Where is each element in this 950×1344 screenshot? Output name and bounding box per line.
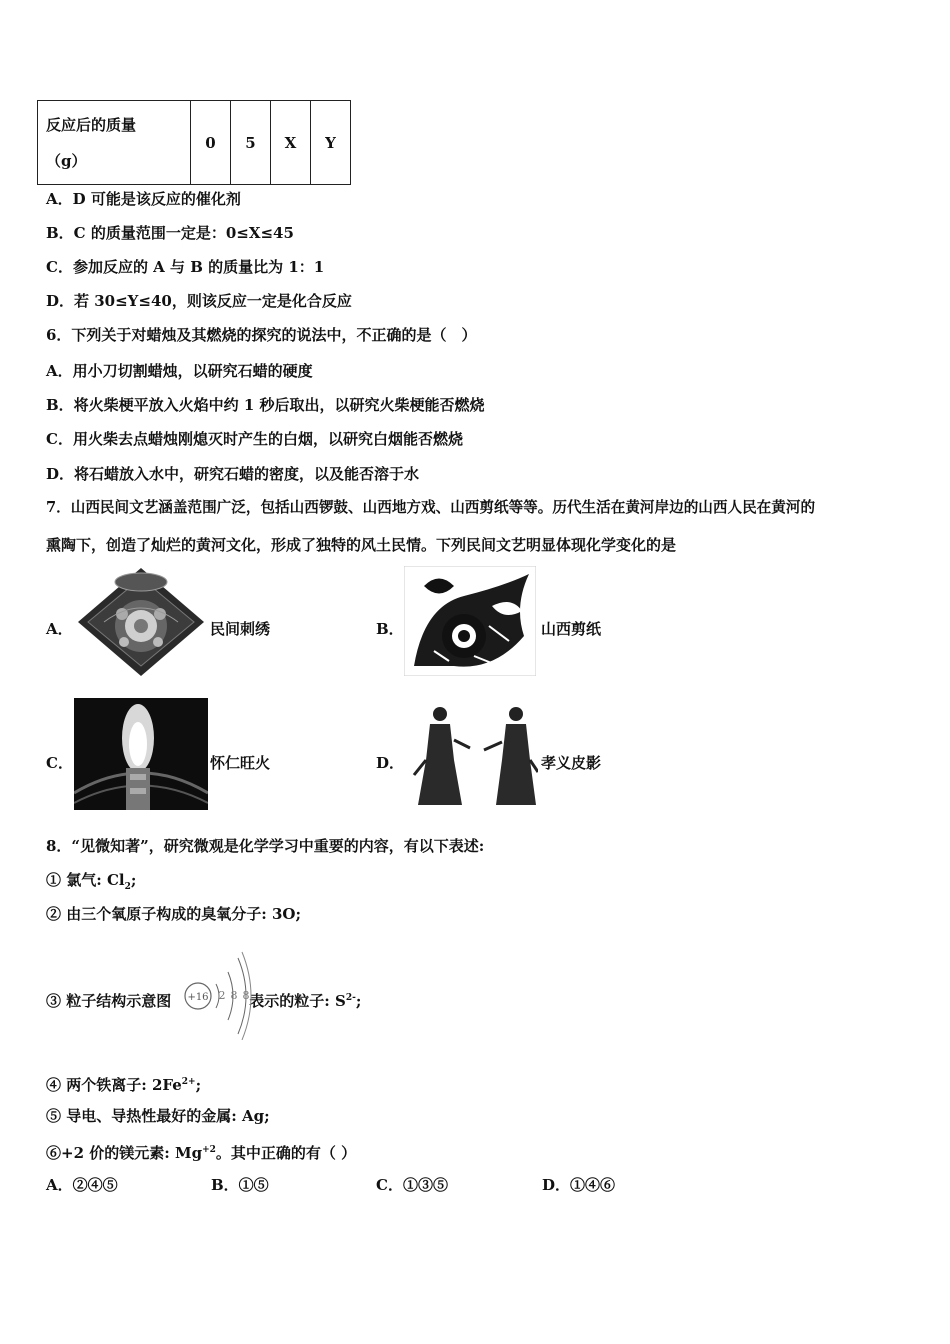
q8-s4-sup: 2+	[181, 1077, 196, 1087]
diagram-shell-3: 8	[242, 989, 250, 1002]
q7-option-a-letter: A．	[46, 620, 73, 638]
q5-option-d: D．若 30≤Y≤40，则该反应一定是化合反应	[46, 292, 352, 310]
q7-option-c-caption: 怀仁旺火	[210, 754, 271, 772]
table-cell: 5	[231, 101, 271, 185]
q8-statement-2: ② 由三个氧原子构成的臭氧分子: 3O;	[46, 905, 302, 923]
q7-option-a-caption: 民间刺绣	[210, 620, 271, 638]
q6-option-d: D．将石蜡放入水中，研究石蜡的密度，以及能否溶于水	[46, 465, 420, 483]
q8-answer-b: B．①⑤	[211, 1176, 269, 1194]
q7-stem-line1: 7．山西民间文艺涵盖范围广泛，包括山西锣鼓、山西地方戏、山西剪纸等等。历代生活在黄河岸边的山西人民在黄河的	[46, 499, 816, 516]
q8-answer-c: C．①③⑤	[376, 1176, 448, 1194]
diagram-shell-2: 8	[230, 989, 238, 1002]
q8-s3-sup: 2-	[345, 993, 356, 1003]
q8-s4-end: ;	[195, 1076, 202, 1094]
q5-option-a: A．D 可能是该反应的催化剂	[46, 190, 241, 208]
table-cell: 0	[191, 101, 231, 185]
table-cell: X	[271, 101, 311, 185]
q7-option-b-letter: B．	[376, 620, 404, 638]
mass-table	[37, 100, 351, 185]
q6-option-a: A．用小刀切割蜡烛，以研究石蜡的硬度	[46, 362, 313, 380]
q7-option-d-letter: D．	[376, 754, 405, 772]
q8-s6-text: ⑥+2 价的镁元素: Mg	[46, 1144, 203, 1162]
fire-image	[74, 698, 208, 810]
q6-option-b: B．将火柴梗平放入火焰中约 1 秒后取出，以研究火柴梗能否燃烧	[46, 396, 485, 414]
q5-option-b: B．C 的质量范围一定是：0≤X≤45	[46, 224, 294, 242]
q6-option-c: C．用火柴去点蜡烛刚熄灭时产生的白烟，以研究白烟能否燃烧	[46, 430, 463, 448]
q8-s1-end: ;	[130, 871, 137, 889]
table-row-label	[38, 101, 191, 185]
q8-s1-sub: 2	[124, 882, 131, 892]
q8-s4-text: ④ 两个铁离子: 2Fe	[46, 1076, 182, 1094]
q8-stem: 8．“见微知著”，研究微观是化学学习中重要的内容，有以下表述:	[46, 837, 485, 855]
paper-cut-image	[404, 566, 536, 676]
q5-option-c: C．参加反应的 A 与 B 的质量比为 1：1	[46, 258, 325, 276]
table-label-line1: 反应后的质量	[46, 115, 137, 134]
q7-option-b-caption: 山西剪纸	[541, 620, 602, 638]
q8-s3-pre: ③ 粒子结构示意图	[46, 992, 172, 1010]
q8-s6-end: 。其中正确的有（ ）	[215, 1144, 357, 1162]
q7-stem-line2: 熏陶下，创造了灿烂的黄河文化，形成了独特的风土民情。下列民间文艺明显体现化学变化的是	[46, 536, 677, 554]
atom-structure-diagram	[182, 944, 258, 1040]
q7-option-d-caption: 孝义皮影	[541, 754, 602, 772]
q7-option-c-letter: C．	[46, 754, 73, 772]
diagram-shell-1: 2	[218, 989, 226, 1002]
diagram-nucleus: +16	[187, 992, 209, 1003]
q8-s1-text: ① 氯气: Cl	[46, 871, 125, 889]
q8-statement-5: ⑤ 导电、导热性最好的金属: Ag;	[46, 1107, 270, 1125]
table-cell: Y	[311, 101, 351, 185]
embroidery-image	[74, 564, 208, 678]
q8-statement-4	[46, 1072, 201, 1095]
table-row	[38, 101, 351, 185]
q8-statement-1	[46, 870, 136, 897]
q8-s3-post: 表示的粒子: S	[249, 992, 346, 1010]
q8-answer-d: D．①④⑥	[542, 1176, 616, 1194]
q8-statement-6	[46, 1140, 356, 1163]
q8-answer-a: A．②④⑤	[46, 1176, 118, 1194]
q8-s3-end: ;	[355, 992, 362, 1010]
q8-s6-sup: +2	[202, 1145, 216, 1155]
table-label-line2: （g）	[46, 151, 87, 170]
q6-stem: 6．下列关于对蜡烛及其燃烧的探究的说法中，不正确的是（ ）	[46, 326, 477, 344]
shadow-puppet-image	[404, 700, 538, 810]
